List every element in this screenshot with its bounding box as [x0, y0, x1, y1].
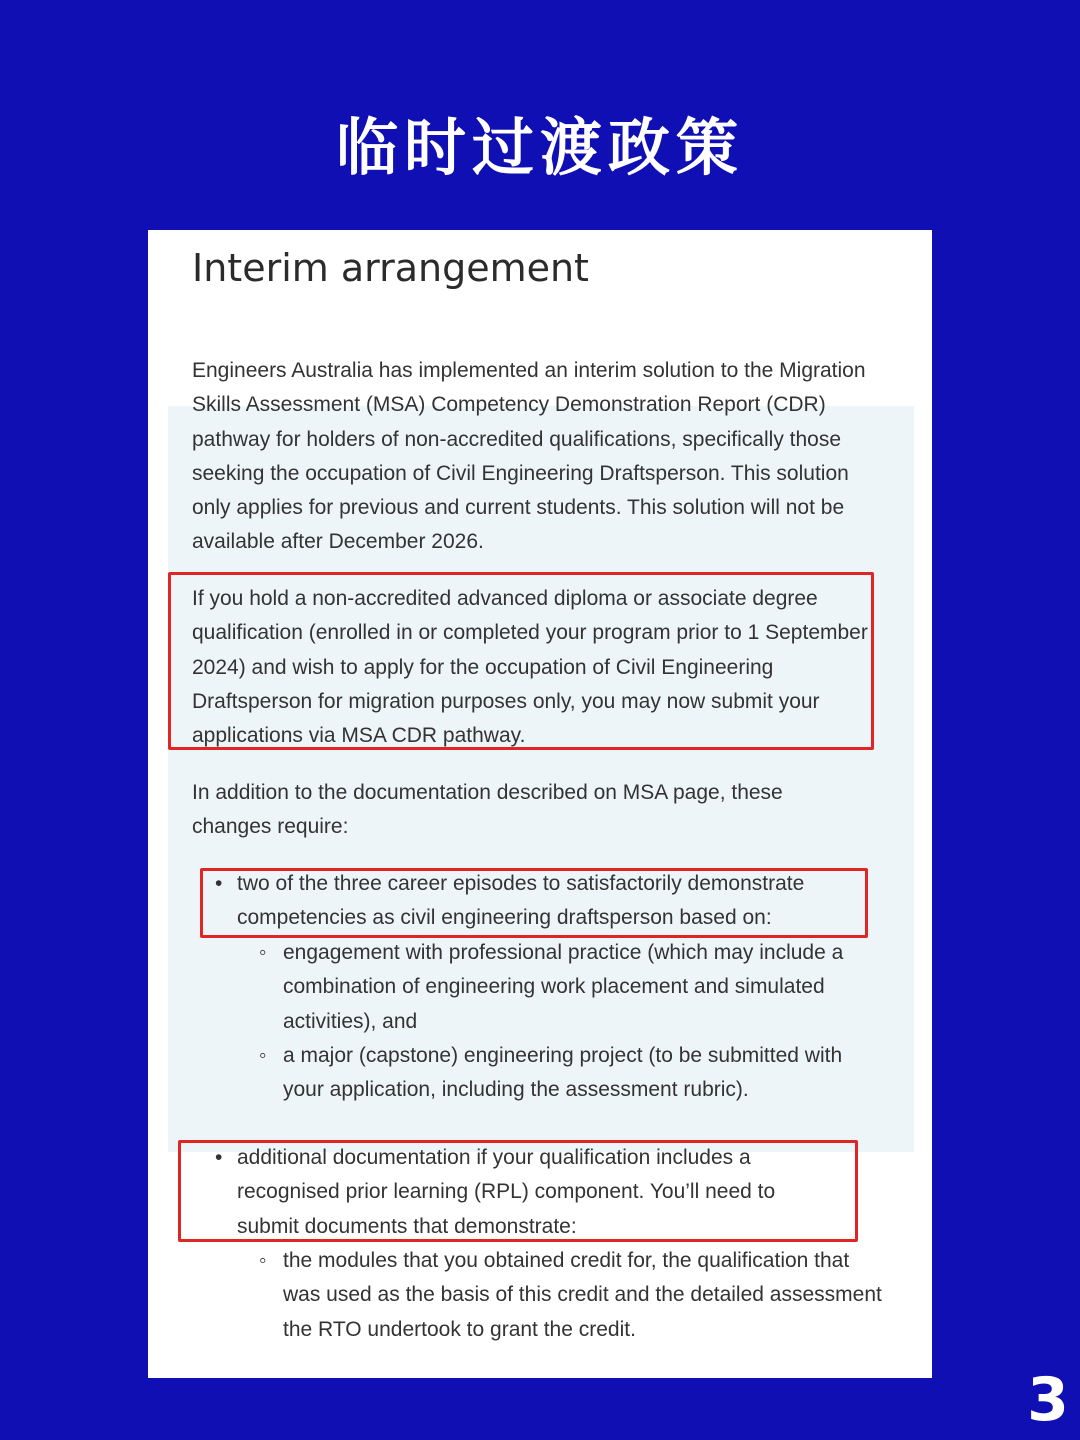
- requirement-item: • two of the three career episodes to satisfactorily demonstrate competencies as civil engineering draftsperson based on:: [237, 867, 867, 936]
- article-card: [148, 230, 932, 1378]
- page-number: 3: [1027, 1365, 1069, 1435]
- requirements-intro: In addition to the documentation described on MSA page, these changes require:: [192, 781, 783, 839]
- requirement-item: • additional documentation if your qualification includes a recognised prior learning (RPL) component. You’ll need to submit documents that demonstrate:: [237, 1141, 837, 1244]
- intro-paragraph: Engineers Australia has implemented an interim solution to the Migration Skills Assessment (MSA) Competency Demonstration Report (CDR) pathway for holders of non-accredited qualifications, specifically those seeking the occupation of Civil Engineering Draftsperson. This solution only applies for previous and current students. This solution will not be available after December 2026.: [192, 359, 866, 554]
- requirement-subitem: ◦ a major (capstone) engineering project (to be submitted with your application, including the assessment rubric).: [283, 1039, 873, 1108]
- requirement-subitem: ◦ the modules that you obtained credit for, the qualification that was used as the basis of this credit and the detailed assessment the RTO undertook to grant the credit.: [283, 1244, 883, 1347]
- requirement-subitem: ◦ engagement with professional practice (which may include a combination of engineering work placement and simulated activities), and: [283, 936, 873, 1039]
- article-heading: Interim arrangement: [192, 246, 589, 290]
- page-title: 临时过渡政策: [335, 111, 744, 184]
- eligibility-paragraph: If you hold a non-accredited advanced diploma or associate degree qualification (enrolled in or completed your program prior to 1 September 2024) and wish to apply for the occupation of Civil Engineering Draftsperson for migration purposes only, you may now submit your applications via MSA CDR pathway.: [192, 587, 868, 748]
